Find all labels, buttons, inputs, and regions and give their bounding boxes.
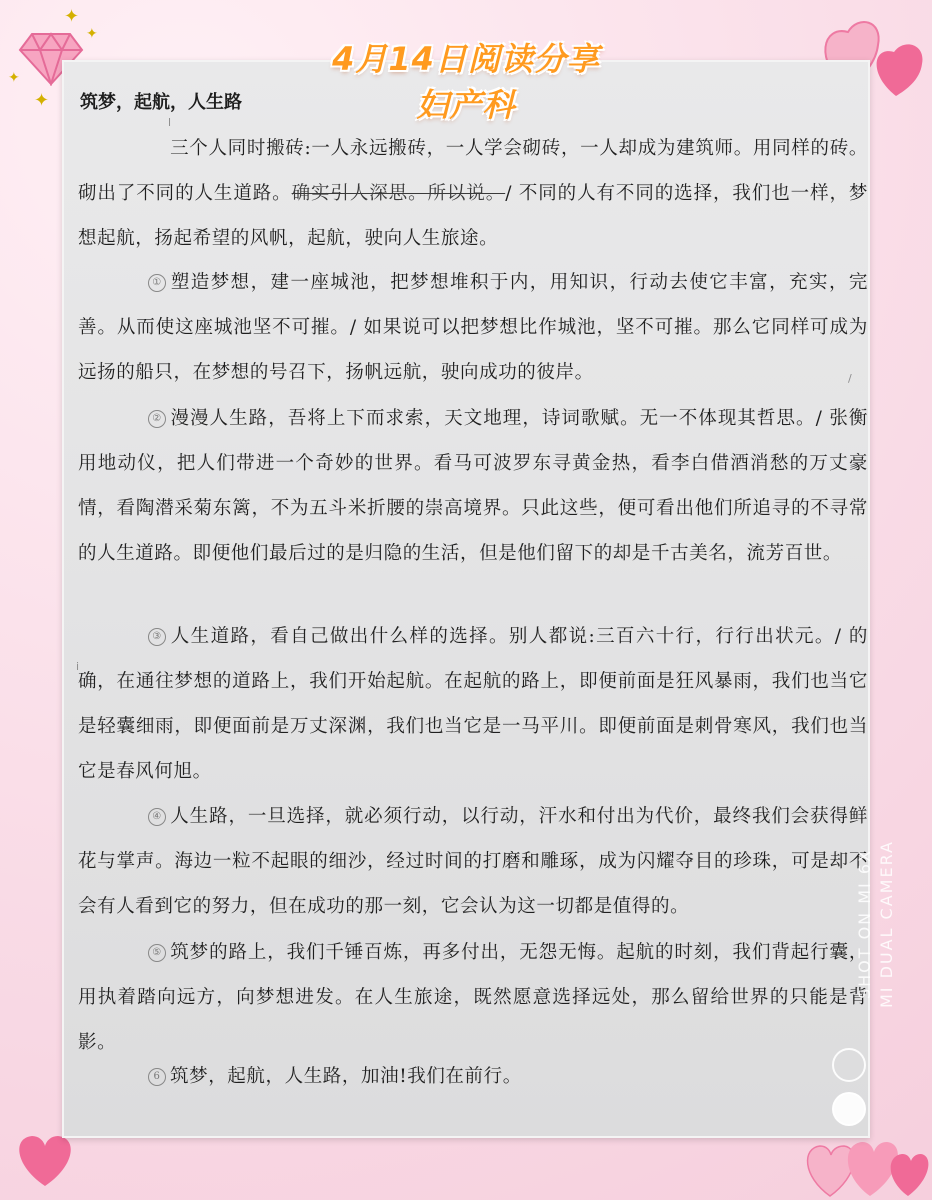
paragraph-text: 塑造梦想，建一座城池，把梦想堆积于内，用知识，行动去使它丰富，充实，完善。从而使这座城池坚不可摧。/ 如果说可以把梦想比作城池，坚不可摧。那么它同样可成为远扬的船只，在梦想的号召下，扬帆远航，驶向成功的彼岸。 xyxy=(78,272,868,383)
pencil-annotation: / xyxy=(848,372,852,385)
sparkle-icon: ✦ xyxy=(34,90,50,111)
paragraph-text: 筑梦，起航，人生路，加油!我们在前行。 xyxy=(170,1066,522,1087)
paragraph xyxy=(78,614,868,794)
paragraph-text: 筑梦的路上，我们千锤百炼，再多付出，无怨无悔。起航的时刻，我们背起行囊，用执着踏向远方，向梦想进发。在人生旅途，既然愿意选择远处，那么留给世界的只能是背影。 xyxy=(78,942,868,1053)
struck-text: 确实引人深思。所以说。 xyxy=(291,183,506,204)
paragraph-number: ② xyxy=(148,410,166,428)
paragraph-number: 6 xyxy=(148,1068,166,1086)
watermark-circle-icon xyxy=(832,1092,866,1126)
paragraph xyxy=(78,126,868,261)
camera-watermark xyxy=(854,840,898,1008)
department-title: 妇产科 xyxy=(416,86,516,124)
watermark-circle-icon xyxy=(832,1048,866,1082)
paragraph-text: 人生路，一旦选择，就必须行动，以行动，汗水和付出为代价，最终我们会获得鲜花与掌声。海边一粒不起眼的细沙，经过时间的打磨和雕琢，成为闪耀夺目的珍珠，可是却不会有人看到它的努力，但在成功的那一刻，它会认为这一切都是值得的。 xyxy=(78,806,868,917)
sparkle-icon: ✦ xyxy=(86,26,98,42)
watermark-line: MI DUAL CAMERA xyxy=(877,840,896,1009)
paragraph-text: 人生道路，看自己做出什么样的选择。别人都说:三百六十行，行行出状元。/ 的确，在通往梦想的道路上，我们开始起航。在起航的路上，即便前面是狂风暴雨，我们也当它是轻囊细雨，即便面前是万丈深渊，我们也当它是一马平川。即便前面是刺骨寒风，我们也当它是春风何旭。 xyxy=(78,626,868,782)
paragraph-number: ④ xyxy=(148,808,166,826)
pencil-annotation: l xyxy=(168,116,172,129)
paragraph-number: ③ xyxy=(148,628,166,646)
sparkle-icon: ✦ xyxy=(8,70,20,86)
paragraph-number: ① xyxy=(148,274,166,292)
paragraph xyxy=(78,794,868,929)
paragraph-number: ⑤ xyxy=(148,944,166,962)
sparkle-icon: ✦ xyxy=(64,6,80,27)
paragraph xyxy=(78,396,868,576)
paragraph-text: 漫漫人生路，吾将上下而求索，天文地理，诗词歌赋。无一不体现其哲思。/ 张衡用地动仪，把人们带进一个奇妙的世界。看马可波罗东寻黄金热，看李白借酒消愁的万丈豪情，看陶潜采菊东篱，不为五斗米折腰的崇高境界。只此这些，便可看出他们所追寻的不寻常的人生道路。即便他们最后过的是归隐的生活，但是他们留下的却是千古美名，流芳百世。 xyxy=(78,408,868,564)
watermark-line: SHOT ON MI 6X xyxy=(855,849,874,1000)
paragraph-text: / 不同的人有不同的选择，我们也一样，梦想起航，扬起希望的风帆，起航，驶向人生旅途。 xyxy=(78,183,868,249)
share-date-title: 4月14日阅读分享 xyxy=(332,40,600,78)
paragraph xyxy=(78,930,868,1065)
paragraph xyxy=(78,1054,868,1099)
pencil-annotation: i xyxy=(76,660,80,673)
paragraph xyxy=(78,260,868,395)
document-title: 筑梦，起航，人生路 xyxy=(80,92,242,113)
paragraph-text: 三个人同时搬砖:一人永远搬砖，一人学会砌砖，一人却成为建筑师。用同样的砖。砌出了不同的人生道路。 xyxy=(78,138,868,204)
